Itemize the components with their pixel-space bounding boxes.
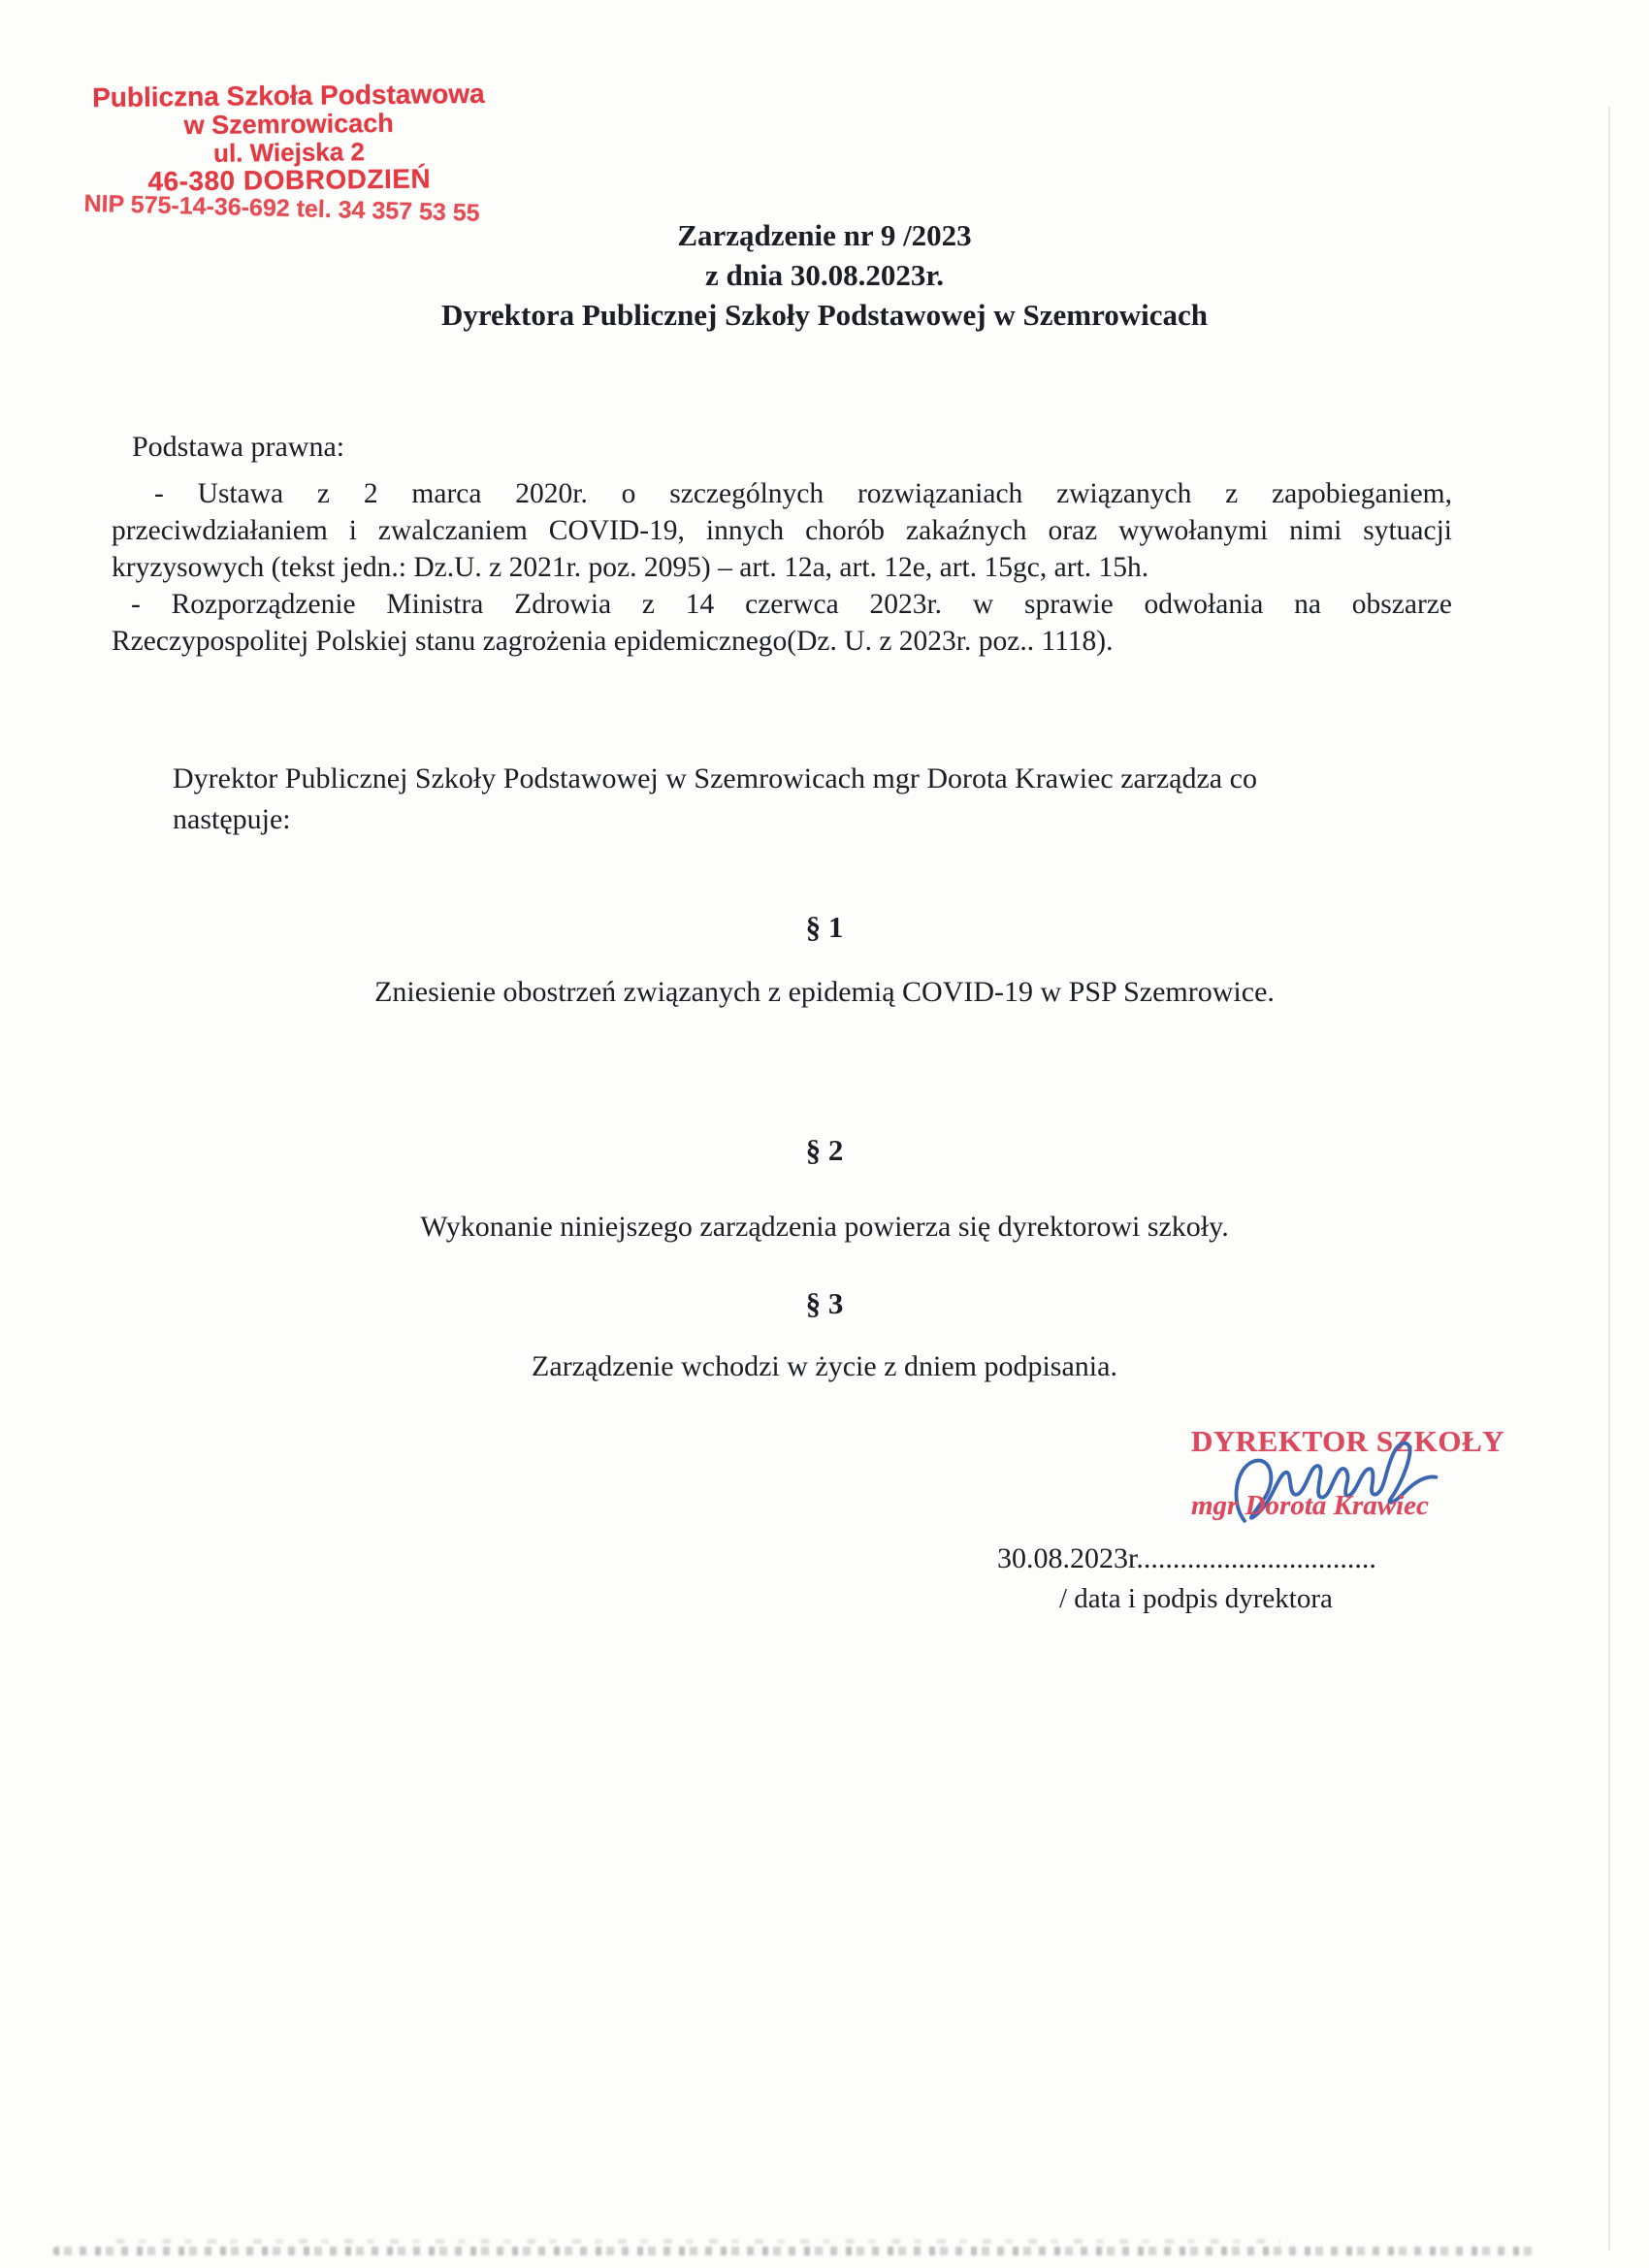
- title-line-number: Zarządzenie nr 9 /2023: [677, 218, 972, 252]
- stamp-locality: w Szemrowicach: [183, 108, 394, 141]
- scan-bottom-edge-artifact-faint: [116, 2239, 1280, 2244]
- section-3-text: Zarządzenie wchodzi w życie z dniem podpisania.: [532, 1350, 1117, 1382]
- stamp-postal-city: 46-380 DOBRODZIEŃ: [147, 163, 432, 197]
- signature-date-line: 30.08.2023r.................................: [997, 1542, 1376, 1574]
- legal-basis-item-1: [112, 475, 1452, 586]
- title-line-issuer: Dyrektora Publicznej Szkoły Podstawowej w Szemrowicach: [440, 298, 1209, 332]
- document-title: [0, 215, 1649, 335]
- title-line-date: z dnia 30.08.2023r.: [704, 258, 945, 292]
- section-2-text: Wykonanie niniejszego zarządzenia powierza się dyrektorowi szkoły.: [420, 1211, 1229, 1243]
- intro-paragraph: Dyrektor Publicznej Szkoły Podstawowej w Szemrowicach mgr Dorota Krawiec zarządza co następuje:: [173, 762, 1257, 835]
- director-stamp-title: DYREKTOR SZKOŁY: [1191, 1424, 1505, 1458]
- school-stamp: [55, 78, 522, 227]
- section-1-text: Zniesienie obostrzeń związanych z epidemią COVID-19 w PSP Szemrowice.: [374, 976, 1275, 1008]
- section-1-symbol: § 1: [805, 910, 844, 944]
- legal-item-2-line-1: - Rozporządzenie Ministra Zdrowia z 14 czerwca 2023r. w sprawie odwołania na obszarze: [131, 589, 1452, 620]
- legal-basis-heading: Podstawa prawna:: [132, 431, 345, 463]
- stamp-street: ul. Wiejska 2: [212, 137, 366, 168]
- legal-item-1-line-3: kryzysowych (tekst jedn.: Dz.U. z 2021r. poz. 2095) – art. 12a, art. 12e, art. 15gc, art. 15h.: [112, 552, 1149, 583]
- signature-caption: / data i podpis dyrektora: [1059, 1583, 1333, 1614]
- legal-item-2-line-2: Rzeczypospolitej Polskiej stanu zagrożenia epidemicznego(Dz. U. z 2023r. poz.. 1118).: [112, 626, 1114, 657]
- legal-basis-item-2: [112, 586, 1452, 660]
- legal-item-1-line-2: przeciwdziałaniem i zwalczaniem COVID-19, innych chorób zakaźnych oraz wywołanymi nimi sytuacji: [112, 515, 1452, 546]
- section-2-symbol: § 2: [805, 1133, 844, 1167]
- stamp-school-name: Publiczna Szkoła Podstawowa: [91, 78, 485, 113]
- scan-vertical-line-artifact: [1608, 107, 1610, 2251]
- stamp-nip-phone: NIP 575-14-36-692 tel. 34 357 53 55: [83, 189, 480, 227]
- legal-item-1-line-1: - Ustawa z 2 marca 2020r. o szczególnych rozwiązaniach związanych z zapobieganiem,: [154, 478, 1452, 509]
- section-3-symbol: § 3: [805, 1286, 844, 1320]
- director-stamp-name: mgr Dorota Krawiec: [1191, 1490, 1429, 1521]
- scan-bottom-edge-artifact: [53, 2247, 1537, 2255]
